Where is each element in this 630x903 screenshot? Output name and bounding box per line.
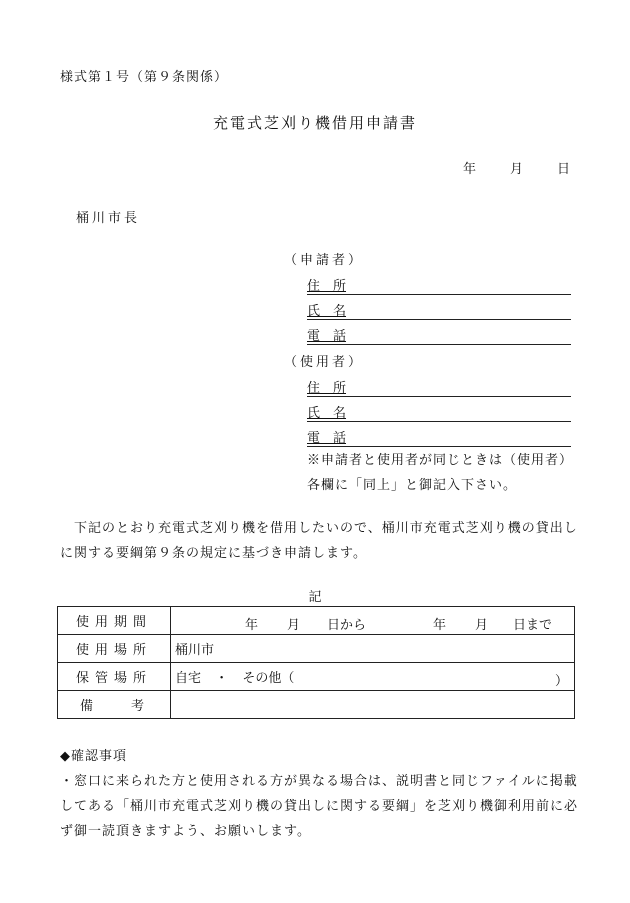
storage-other-option: その他（: [242, 671, 295, 686]
applicant-phone-field[interactable]: [307, 325, 571, 345]
period-year-1: 年: [245, 618, 259, 633]
ki-heading: 記: [308, 590, 322, 605]
place-field[interactable]: [171, 635, 575, 663]
field-label: 電 話: [307, 329, 347, 344]
storage-home-option: 自宅: [175, 671, 202, 686]
same-as-note: ※申請者と使用者が同じときは（使用者）各欄に「同上」と御記入下さい。: [307, 453, 574, 493]
recipient: 桶川市長: [76, 211, 141, 226]
table-row: [58, 607, 575, 635]
date-day: 日: [557, 162, 571, 177]
details-table: [57, 606, 575, 719]
field-label: 氏 名: [307, 406, 347, 421]
field-label: 氏 名: [307, 304, 347, 319]
table-row: [58, 663, 575, 691]
field-label: 住 所: [307, 381, 347, 396]
remarks-field[interactable]: [171, 691, 575, 719]
storage-field[interactable]: [171, 663, 575, 691]
form-number: 様式第１号（第９条関係）: [60, 70, 229, 85]
storage-close-paren: ）: [554, 674, 568, 689]
application-statement: 下記のとおり充電式芝刈り機を借用したいので、桶川市充電式芝刈り機の貸出しに関する要綱第９条の規定に基づき申請します。: [60, 521, 578, 561]
confirmation-section: [60, 744, 580, 844]
applicant-address-field[interactable]: [307, 275, 571, 295]
table-row: [58, 635, 575, 663]
period-month-2: 月: [475, 618, 489, 633]
user-phone-field[interactable]: [307, 427, 571, 447]
table-row: [58, 691, 575, 719]
user-address-field[interactable]: [307, 377, 571, 397]
date-year: 年: [463, 162, 477, 177]
period-label: 使用期間: [58, 607, 171, 635]
document-title: 充電式芝刈り機借用申請書: [212, 114, 417, 132]
confirmation-text: ・窓口に来られた方と使用される方が異なる場合は、説明書と同じファイルに掲載してある「桶川市充電式芝刈り機の貸出しに関する要綱」を芝刈り機御利用前に必ず御一読頂きますよう、お願いします。: [60, 774, 579, 839]
applicant-name-field[interactable]: [307, 300, 571, 320]
date-month: 月: [510, 162, 524, 177]
user-heading: （使用者）: [284, 355, 365, 370]
field-label: 住 所: [307, 279, 347, 294]
period-from: 日から: [327, 618, 367, 633]
period-field[interactable]: [171, 607, 575, 635]
confirmation-heading: ◆確認事項: [60, 749, 127, 764]
place-label: 使用場所: [58, 635, 171, 663]
user-name-field[interactable]: [307, 402, 571, 422]
place-value: 桶川市: [175, 643, 215, 658]
field-label: 電 話: [307, 431, 347, 446]
period-year-2: 年: [433, 618, 447, 633]
storage-separator: ・: [215, 671, 229, 686]
period-month-1: 月: [287, 618, 301, 633]
period-until: 日まで: [513, 618, 553, 633]
applicant-heading: （申請者）: [284, 253, 365, 268]
remarks-label: 備 考: [58, 691, 171, 719]
storage-label: 保管場所: [58, 663, 171, 691]
